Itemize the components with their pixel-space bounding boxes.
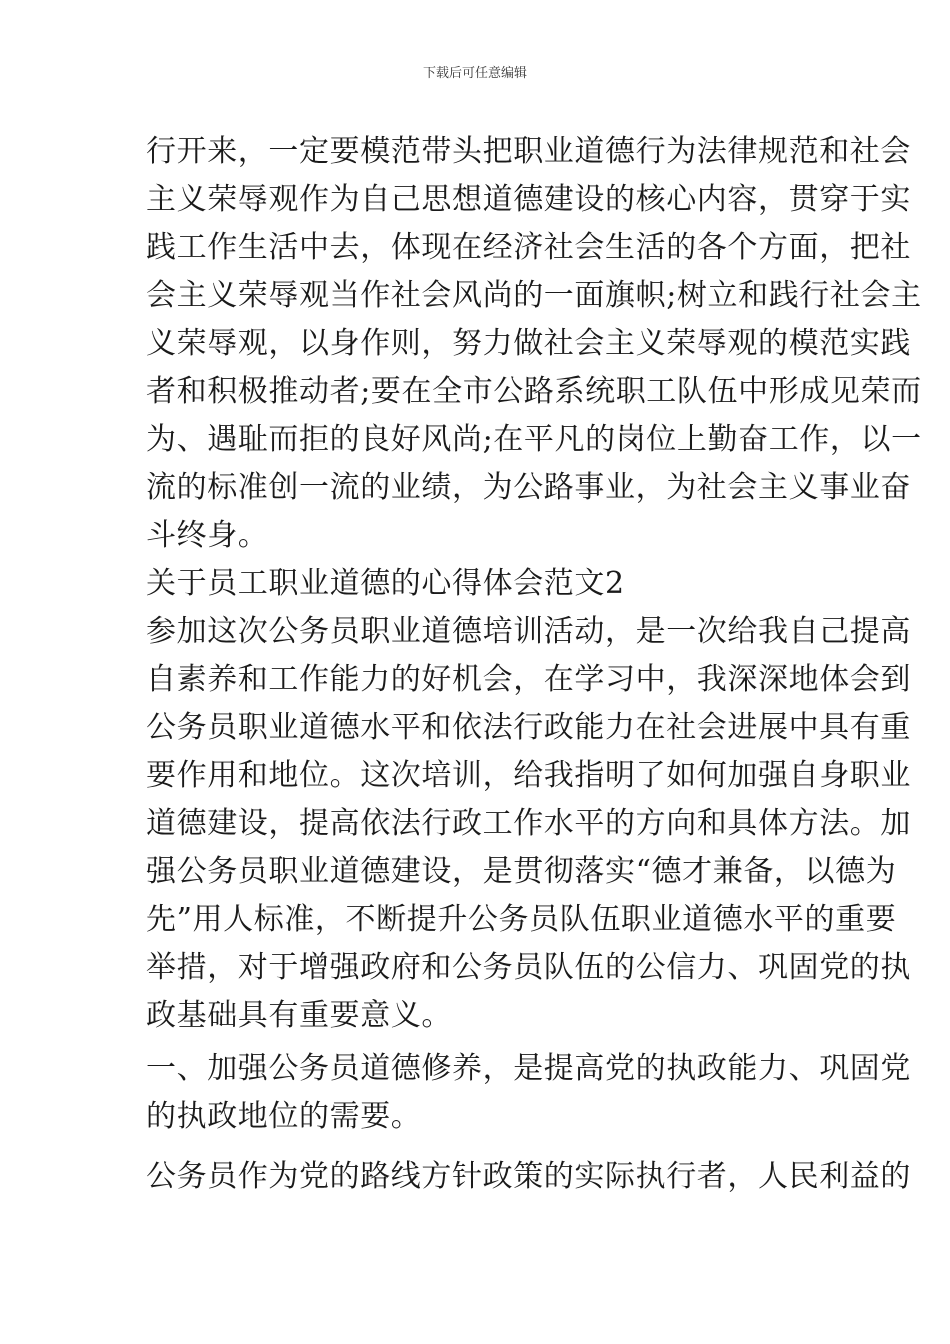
text-line: 参加这次公务员职业道德培训活动，是一次给我自己提高	[146, 614, 911, 649]
text-line: 斗终身。	[146, 518, 269, 553]
text-line: 强公务员职业道德建设，是贯彻落实“德才兼备，以德为	[146, 854, 897, 889]
section-heading: 关于员工职业道德的心得体会范文2	[146, 566, 625, 601]
text-line: 政基础具有重要意义。	[146, 998, 452, 1033]
text-line: 流的标准创一流的业绩，为公路事业，为社会主义事业奋	[146, 470, 911, 505]
text-line: 先”用人标准，不断提升公务员队伍职业道德水平的重要	[146, 902, 897, 937]
text-line: 者和积极推动者;要在全市公路系统职工队伍中形成见荣而	[146, 374, 922, 409]
text-line: 为、遇耻而拒的良好风尚;在平凡的岗位上勤奋工作，以一	[146, 422, 922, 457]
section-1	[146, 1045, 911, 1141]
page-header-note: 下载后可任意编辑	[422, 66, 527, 81]
text-line: 践工作生活中去，体现在经济社会生活的各个方面，把社	[146, 230, 911, 265]
text-line: 举措，对于增强政府和公务员队伍的公信力、巩固党的执	[146, 950, 911, 985]
text-line: 主义荣辱观作为自己思想道德建设的核心内容，贯穿于实	[146, 182, 911, 217]
text-line: 道德建设，提高依法行政工作水平的方向和具体方法。加	[146, 806, 911, 841]
paragraph-1	[146, 128, 922, 560]
text-line: 义荣辱观，以身作则，努力做社会主义荣辱观的模范实践	[146, 326, 911, 361]
text-line: 的执政地位的需要。	[146, 1099, 422, 1134]
paragraph-3	[146, 1153, 911, 1201]
text-line: 公务员作为党的路线方针政策的实际执行者，人民利益的	[146, 1159, 911, 1194]
paragraph-2	[146, 608, 911, 1040]
text-line: 公务员职业道德水平和依法行政能力在社会进展中具有重	[146, 710, 911, 745]
document-body	[146, 128, 922, 1201]
text-line: 行开来，一定要模范带头把职业道德行为法律规范和社会	[146, 134, 911, 169]
text-line: 自素养和工作能力的好机会，在学习中，我深深地体会到	[146, 662, 911, 697]
text-line: 一、加强公务员道德修养，是提高党的执政能力、巩固党	[146, 1051, 911, 1086]
text-line: 会主义荣辱观当作社会风尚的一面旗帜;树立和践行社会主	[146, 278, 922, 313]
spacer	[146, 1141, 816, 1153]
text-line: 要作用和地位。这次培训，给我指明了如何加强自身职业	[146, 758, 911, 793]
